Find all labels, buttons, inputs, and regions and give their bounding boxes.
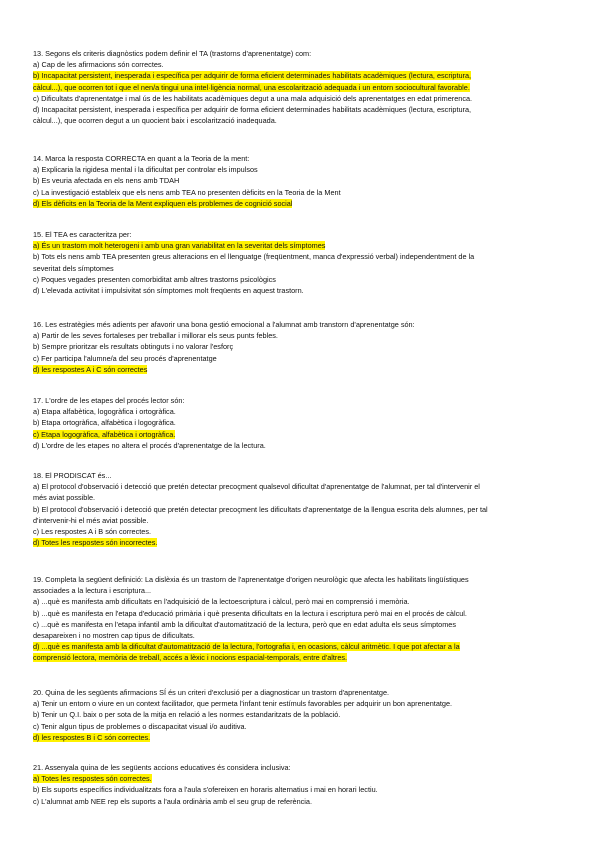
question-block <box>33 470 561 548</box>
text: a) Etapa alfabètica, logogràfica i ortogràfica. <box>33 407 176 417</box>
answer-option <box>33 596 561 607</box>
highlighted-text: a) És un trastorn molt heterogeni i amb una gran variabilitat en la severitat dels símptomes <box>33 241 326 251</box>
answer-option <box>33 59 561 70</box>
answer-option <box>33 698 561 709</box>
text: 13. Segons els criteris diagnòstics podem definir el TA (trastorns d'aprenentatge) com: <box>33 49 312 58</box>
text: desapareixen i no mostren cap tipus de dificultats. <box>33 631 195 641</box>
answer-option <box>33 198 561 209</box>
text: c) Tenir algun tipus de problemes o discapacitat visual i/o auditiva. <box>33 721 247 731</box>
text: c) La investigació estableix que els nens amb TEA no presenten dèficits en la Teoria de la Ment <box>33 187 341 197</box>
text: 17. L'ordre de les etapes del procés lector són: <box>33 396 185 405</box>
question-block <box>33 687 561 743</box>
text: b) Sempre prioritzar els resultats obtinguts i no valorar l'esforç <box>33 342 234 352</box>
answer-option <box>33 406 561 417</box>
text: 19. Completa la següent definició: La dislèxia és un trastorn de l'aprenentatge d'origen neurològic que afecta les habilitats lingüístiques <box>33 575 469 584</box>
answer-option <box>33 285 561 296</box>
answer-option <box>33 619 561 630</box>
highlighted-text: d) Totes les respostes són incorrectes. <box>33 538 158 548</box>
text: 14. Marca la resposta CORRECTA en quant a la Teoria de la ment: <box>33 154 250 163</box>
question-text <box>33 319 561 330</box>
answer-option <box>33 709 561 720</box>
highlighted-text: d) les respostes A i C són correctes <box>33 364 148 374</box>
answer-option <box>33 417 561 428</box>
text: 16. Les estratègies més adients per afavorir una bona gestió emocional a l'alumnat amb transtorn d'aprenentatge són: <box>33 320 415 329</box>
answer-option <box>33 481 561 492</box>
text: associades a la lectura i escriptura... <box>33 586 152 596</box>
text: b) Els suports específics individualitzats fora a l'aula s'ofereixen en horaris alternatius i mai en horari lectiu. <box>33 785 378 795</box>
answer-option <box>33 796 561 807</box>
question-text <box>33 470 561 481</box>
answer-option <box>33 608 561 619</box>
text: a) Cap de les afirmacions són correctes. <box>33 60 164 70</box>
question-text <box>33 229 561 240</box>
text: b) Etapa ortogràfica, alfabètica i logogràfica. <box>33 418 176 428</box>
answer-option <box>33 585 561 596</box>
question-block <box>33 229 561 296</box>
highlighted-text: b) Incapacitat persistent, inesperada i específica per adquirir de forma eficient determinades habilitats acadèmiques (lectura, escriptura, <box>33 71 472 81</box>
text: 20. Quina de les següents afirmacions SÍ és un criteri d'exclusió per a diagnosticar un trastorn d'aprenentatge. <box>33 688 390 697</box>
text: c) Fer participa l'alumne/a del seu procés d'aprenentatge <box>33 353 217 363</box>
highlighted-text: càlcul...), que ocorren tot i que el nen/a tingui una intel·ligència normal, una escolarització adequada i un entorn sociocultural favorable. <box>33 82 470 92</box>
highlighted-text: d) les respostes B i C són correctes. <box>33 732 151 742</box>
question-block <box>33 395 561 451</box>
answer-option <box>33 164 561 175</box>
text: c) Poques vegades presenten comorbiditat amb altres trastorns psicològics <box>33 274 276 284</box>
text: b) Es veuria afectada en els nens amb TDAH <box>33 176 180 186</box>
question-block <box>33 48 561 126</box>
text: càlcul...), que ocorren degut a un quocient baix i escolarització inadequada. <box>33 116 277 126</box>
text: c) ...què es manifesta en l'etapa infantil amb la dificultat d'automatització de la lectura, però que en edat adulta els seus símptomes <box>33 619 457 629</box>
answer-option <box>33 773 561 784</box>
answer-option <box>33 652 561 663</box>
answer-option <box>33 240 561 251</box>
text: 21. Assenyala quina de les següents accions educatives és considera inclusiva: <box>33 763 291 772</box>
answer-option <box>33 515 561 526</box>
answer-option <box>33 784 561 795</box>
question-block <box>33 153 561 209</box>
highlighted-text: d) ...què es manifesta amb la dificultat d'automatització de la lectura, l'ortografia i, en ocasions, càlcul aritmètic. I que pot afectar a la <box>33 642 460 652</box>
text: a) Tenir un entorn o viure en un context facilitador, que permeta l'infant tenir estímuls favorables per adquirir un bon aprenentatge. <box>33 699 453 709</box>
text: a) ...què es manifesta amb dificultats en l'adquisició de la lectoescriptura i càlcul, però mai en comprensió i memòria. <box>33 597 410 607</box>
answer-option <box>33 630 561 641</box>
answer-option <box>33 504 561 515</box>
answer-option <box>33 364 561 375</box>
text: severitat dels símptomes <box>33 263 114 273</box>
answer-option <box>33 82 561 93</box>
question-text <box>33 48 561 59</box>
text: d'intervenir-hi el més aviat possible. <box>33 515 149 525</box>
question-block <box>33 762 561 807</box>
question-text <box>33 574 561 585</box>
highlighted-text: d) Els dèficits en la Teoria de la Ment expliquen els problemes de cognició social <box>33 198 293 208</box>
text: c) Dificultats d'aprenentatge i mal ús de les habilitats acadèmiques degut a una mala adquisició dels aprenentatges en edat primerenca. <box>33 93 473 103</box>
answer-option <box>33 440 561 451</box>
text: b) ...què es manifesta en l'etapa d'educació primària i què presenta dificultats en la lectura i escriptura però mai en el procés de càlcul. <box>33 608 467 618</box>
answer-option <box>33 263 561 274</box>
highlighted-text: c) Etapa logogràfica, alfabètica i ortogràfica. <box>33 429 176 439</box>
answer-option <box>33 274 561 285</box>
text: b) Tots els nens amb TEA presenten greus alteracions en el llenguatge (freqüentment, manca d'expressió verbal) independentment de la <box>33 252 475 262</box>
text: 15. El TEA es caracteritza per: <box>33 230 132 239</box>
answer-option <box>33 353 561 364</box>
text: a) El protocol d'observació i detecció que pretén detectar precoçment qualsevol dificultat d'aprenentatge de l'alumnat, per tal d'intervenir el <box>33 482 480 492</box>
text: d) L'elevada activitat i impulsivitat són símptomes molt freqüents en aquest trastorn. <box>33 286 304 296</box>
answer-option <box>33 721 561 732</box>
question-block <box>33 574 561 664</box>
answer-option <box>33 70 561 81</box>
text: b) Tenir un Q.I. baix o per sota de la mitja en relació a les normes estandaritzats de la població. <box>33 710 341 720</box>
text: a) Partir de les seves fortaleses per treballar i millorar els seus punts febles. <box>33 331 278 341</box>
text: a) Explicaria la rigidesa mental i la dificultat per controlar els impulsos <box>33 165 258 175</box>
answer-option <box>33 537 561 548</box>
answer-option <box>33 104 561 115</box>
question-text <box>33 395 561 406</box>
answer-option <box>33 732 561 743</box>
text: d) L'ordre de les etapes no altera el procés d'aprenentatge de la lectura. <box>33 440 266 450</box>
question-text <box>33 762 561 773</box>
text: més aviat possible. <box>33 493 96 503</box>
answer-option <box>33 429 561 440</box>
answer-option <box>33 526 561 537</box>
answer-option <box>33 115 561 126</box>
text: c) L'alumnat amb NEE rep els suports a l'aula ordinària amb el seu grup de referència. <box>33 796 312 806</box>
answer-option <box>33 330 561 341</box>
highlighted-text: comprensió lectora, memòria de treball, accés a lèxic i nocions espacial-temporals, entre d'altres. <box>33 653 348 663</box>
answer-option <box>33 641 561 652</box>
question-text <box>33 153 561 164</box>
answer-option <box>33 251 561 262</box>
text: 18. El PRODISCAT és... <box>33 471 112 480</box>
text: c) Les respostes A i B són correctes. <box>33 527 152 537</box>
answer-option <box>33 93 561 104</box>
answer-option <box>33 341 561 352</box>
question-block <box>33 319 561 375</box>
highlighted-text: a) Totes les respostes són correctes. <box>33 774 152 784</box>
text: d) Incapacitat persistent, inesperada i específica per adquirir de forma eficient determinades habilitats acadèmiques (lectura, escriptura, <box>33 105 472 115</box>
question-text <box>33 687 561 698</box>
answer-option <box>33 492 561 503</box>
text: b) El protocol d'observació i detecció que pretén detectar precoçment les dificultats d'aprenentatge de la llengua escrita dels alumnes, per tal <box>33 504 488 514</box>
answer-option <box>33 187 561 198</box>
answer-option <box>33 175 561 186</box>
